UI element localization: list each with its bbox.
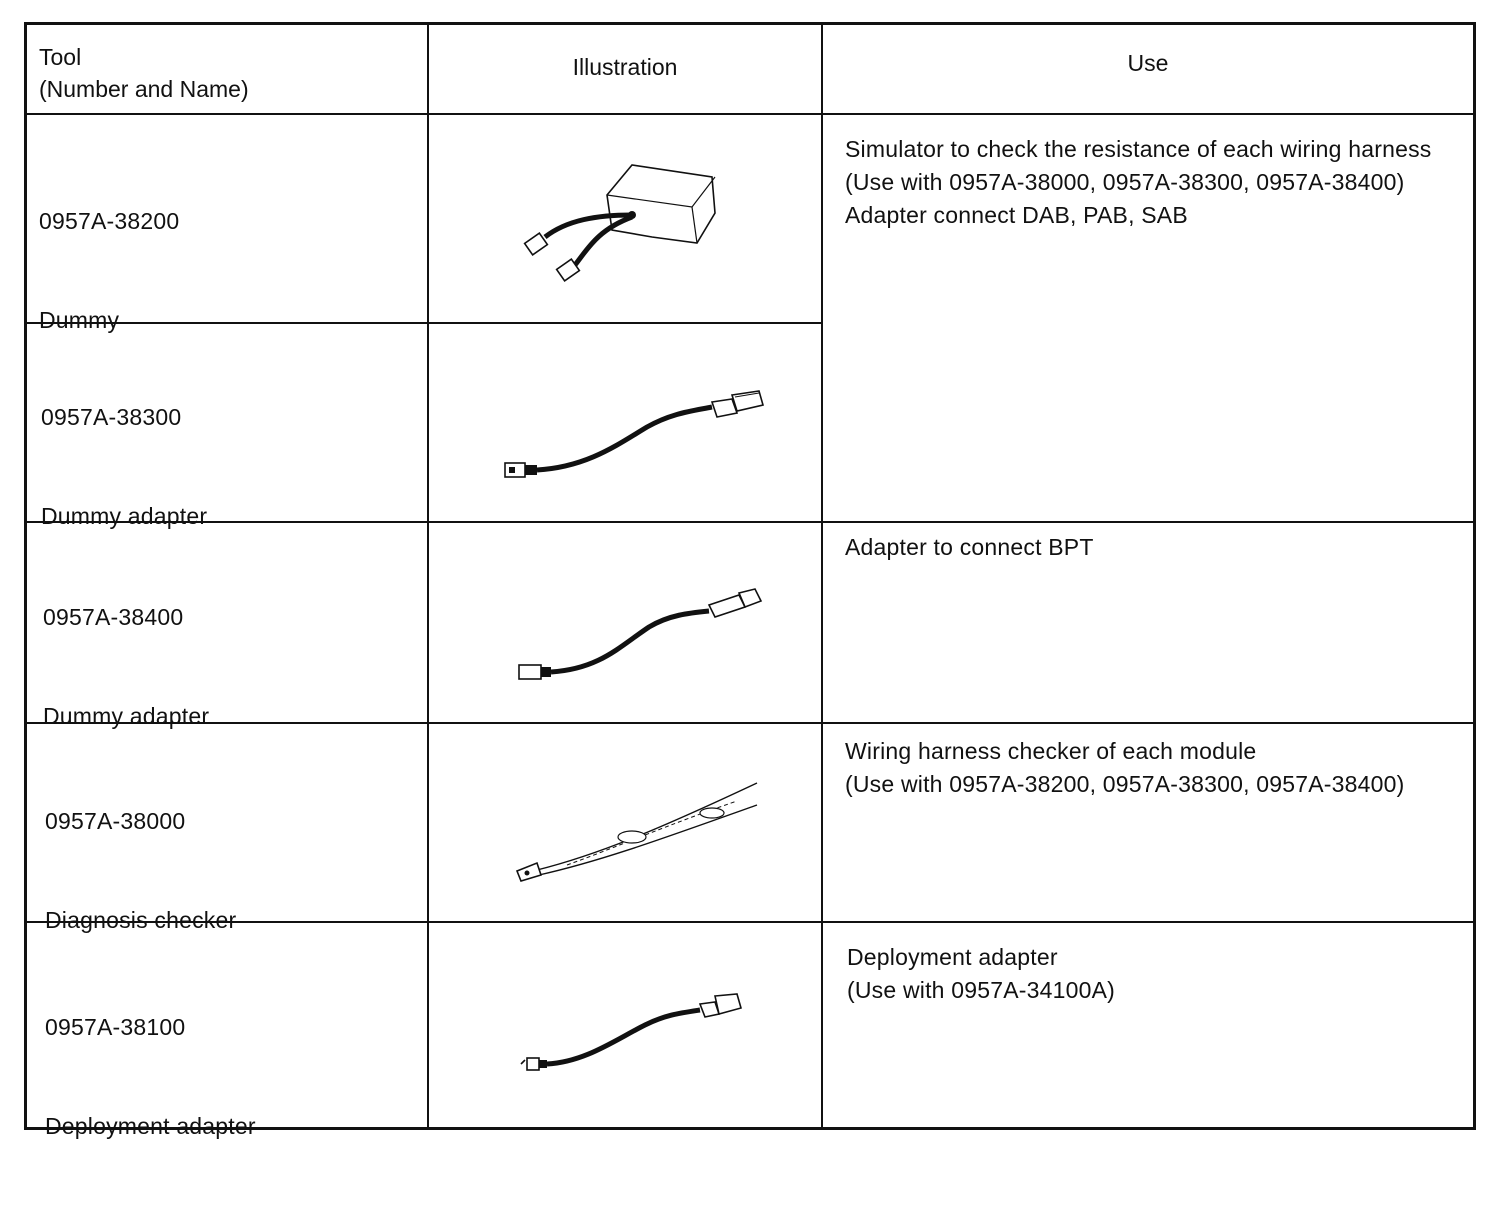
row-divider (27, 722, 1473, 724)
header-use: Use (1127, 50, 1169, 76)
tool-number: 0957A-38300 (41, 404, 182, 430)
tool-name: Dummy adapter (41, 503, 208, 529)
adapter-cable-small-icon (509, 577, 769, 687)
tool-name: Dummy adapter (43, 703, 210, 729)
tools-table (24, 22, 1476, 1139)
tool-number: 0957A-38400 (43, 604, 184, 630)
deployment-cable-icon (515, 980, 755, 1080)
header-divider (27, 113, 1473, 115)
tool-name: Dummy (39, 307, 120, 333)
row-divider (27, 521, 1473, 523)
harness-checker-icon (507, 775, 767, 895)
header-illustration: Illustration (572, 54, 678, 80)
tool-name: Diagnosis checker (45, 907, 237, 933)
column-divider (427, 25, 429, 1127)
use-deployment: Deployment adapter (Use with 0957A-34100A) (847, 944, 1115, 1003)
column-divider (821, 25, 823, 1127)
tool-number: 0957A-38000 (45, 808, 186, 834)
tool-entry (45, 945, 256, 1209)
tool-number: 0957A-38100 (45, 1014, 186, 1040)
adapter-cable-icon (497, 375, 767, 485)
use-bpt: Adapter to connect BPT (845, 534, 1094, 560)
header-tool: Tool (Number and Name) (39, 44, 249, 102)
row-divider (27, 921, 1473, 923)
tool-name: Deployment adapter (45, 1113, 256, 1139)
use-dummy-group: Simulator to check the resistance of each wiring harness (Use with 0957A-38000, 0957A-38300, 0957A-38400) Adapter connect DAB, PAB, SAB (845, 136, 1432, 228)
dummy-module-icon (497, 155, 727, 285)
use-checker: Wiring harness checker of each module (Use with 0957A-38200, 0957A-38300, 0957A-38400) (845, 738, 1405, 797)
tool-number: 0957A-38200 (39, 208, 180, 234)
